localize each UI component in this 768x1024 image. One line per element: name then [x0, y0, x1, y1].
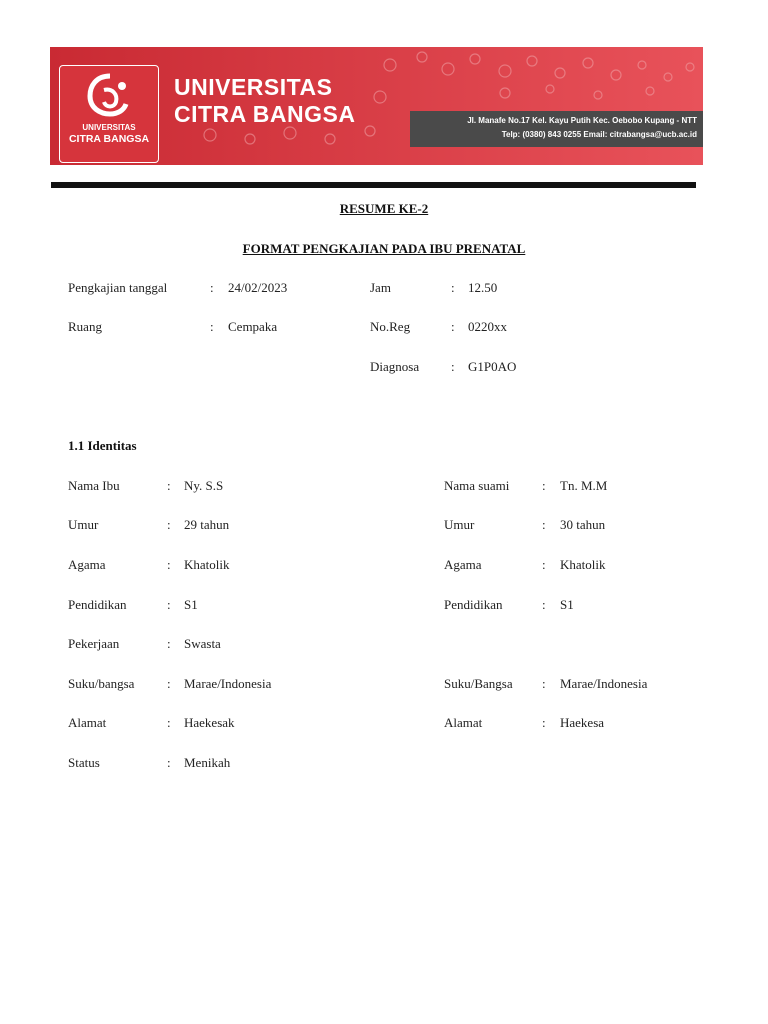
- separator: :: [542, 557, 546, 572]
- noreg-value: 0220xx: [468, 319, 507, 334]
- header-banner: [50, 47, 703, 165]
- ibu-label: Agama: [68, 557, 106, 572]
- separator: :: [167, 517, 171, 532]
- jam-label: Jam: [370, 280, 391, 295]
- address-line-2: Telp: (0380) 843 0255 Email: citrabangsa@ucb.ac.id: [501, 130, 697, 139]
- separator: :: [167, 557, 171, 572]
- ibu-value: 29 tahun: [184, 517, 230, 532]
- separator: :: [167, 755, 171, 770]
- ibu-value: Haekesak: [184, 715, 235, 730]
- ibu-value: Swasta: [184, 636, 221, 651]
- header-divider: [51, 182, 696, 188]
- ucb-logo-mark-icon: [82, 70, 138, 124]
- separator: :: [167, 597, 171, 612]
- separator: :: [167, 636, 171, 651]
- separator: :: [210, 319, 214, 334]
- separator: :: [451, 359, 455, 374]
- suami-label: Pendidikan: [444, 597, 503, 612]
- address-strip: [410, 111, 703, 147]
- document-subtitle: FORMAT PENGKAJIAN PADA IBU PRENATAL: [242, 241, 526, 256]
- ibu-label: Alamat: [68, 715, 107, 730]
- suami-label: Agama: [444, 557, 482, 572]
- ibu-label: Status: [68, 755, 100, 770]
- brand-name-line-2: CITRA BANGSA: [174, 101, 356, 127]
- suami-value: Khatolik: [560, 557, 606, 572]
- separator: :: [542, 517, 546, 532]
- separator: :: [451, 280, 455, 295]
- suami-label: Umur: [444, 517, 475, 532]
- identitas-heading: 1.1 Identitas: [68, 438, 137, 453]
- suami-value: Tn. M.M: [560, 478, 608, 493]
- separator: :: [451, 319, 455, 334]
- separator: :: [542, 597, 546, 612]
- suami-label: Suku/Bangsa: [444, 676, 513, 691]
- ruang-value: Cempaka: [228, 319, 278, 334]
- ibu-value: S1: [184, 597, 198, 612]
- separator: :: [210, 280, 214, 295]
- ibu-value: Marae/Indonesia: [184, 676, 272, 691]
- ibu-value: Menikah: [184, 755, 231, 770]
- ibu-label: Pendidikan: [68, 597, 127, 612]
- diagnosa-value: G1P0AO: [468, 359, 517, 374]
- ibu-label: Umur: [68, 517, 99, 532]
- tanggal-value: 24/02/2023: [228, 280, 288, 295]
- ibu-value: Ny. S.S: [184, 478, 224, 493]
- suami-value: 30 tahun: [560, 517, 606, 532]
- ibu-label: Nama Ibu: [68, 478, 120, 493]
- ibu-value: Khatolik: [184, 557, 230, 572]
- address-line-1: Jl. Manafe No.17 Kel. Kayu Putih Kec. Oebobo Kupang - NTT: [467, 116, 697, 125]
- document-title: RESUME KE-2: [339, 201, 429, 216]
- diagnosa-label: Diagnosa: [370, 359, 420, 374]
- jam-value: 12.50: [468, 280, 498, 295]
- suami-label: Alamat: [444, 715, 483, 730]
- suami-label: Nama suami: [444, 478, 510, 493]
- separator: :: [542, 715, 546, 730]
- logo-line-1: UNIVERSITAS: [82, 123, 136, 132]
- separator: :: [167, 715, 171, 730]
- suami-value: Marae/Indonesia: [560, 676, 648, 691]
- separator: :: [167, 676, 171, 691]
- university-logo: [59, 65, 159, 163]
- separator: :: [542, 478, 546, 493]
- noreg-label: No.Reg: [370, 319, 411, 334]
- suami-value: Haekesa: [560, 715, 605, 730]
- logo-line-2: CITRA BANGSA: [68, 133, 150, 145]
- ibu-label: Suku/bangsa: [68, 676, 135, 691]
- tanggal-label: Pengkajian tanggal: [68, 280, 168, 295]
- separator: :: [167, 478, 171, 493]
- ibu-label: Pekerjaan: [68, 636, 120, 651]
- separator: :: [542, 676, 546, 691]
- suami-value: S1: [560, 597, 574, 612]
- ruang-label: Ruang: [68, 319, 102, 334]
- brand-name-line-1: UNIVERSITAS: [174, 74, 333, 100]
